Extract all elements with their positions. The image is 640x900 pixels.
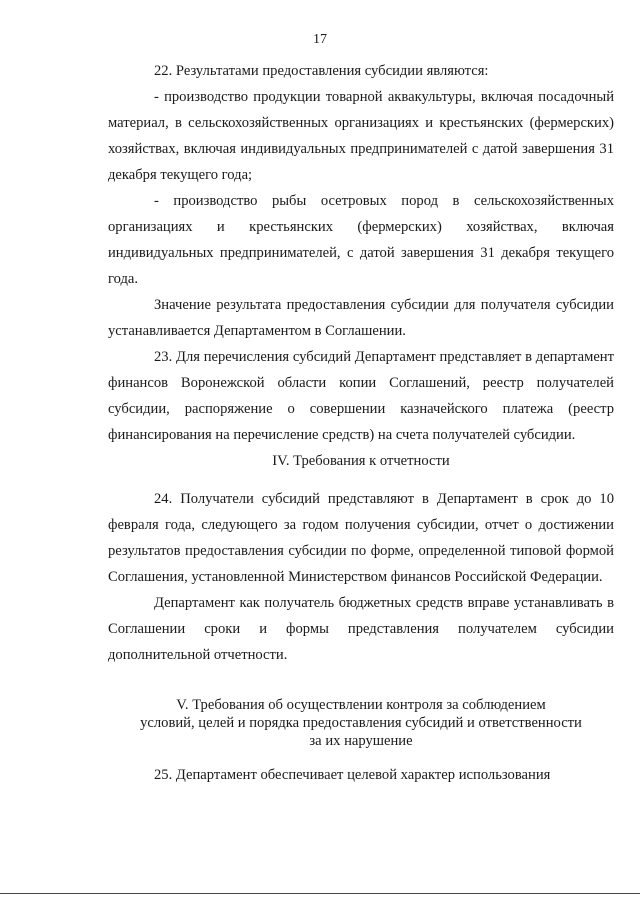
section-5-title bbox=[108, 696, 614, 750]
paragraph-24: 24. Получатели субсидий представляют в Департамент в срок до 10 февраля года, следующего за годом получения субсидии, отчет о достижении результатов предоставления субсидии по форме, определенной типовой формой Соглашения, установленной Министерством финансов Российской Федерации. bbox=[108, 491, 614, 585]
paragraph-22-item-2: - производство рыбы осетровых пород в сельскохозяйственных организациях и крестьянских (фермерских) хозяйствах, включая индивидуальных предпринимателей, с датой завершения 31 декабря текущего года. bbox=[108, 193, 614, 287]
paragraph-22-item-1: - производство продукции товарной аквакультуры, включая посадочный материал, в сельскохозяйственных организациях и крестьянских (фермерских) хозяйствах, включая индивидуальных предпринимателей с датой завершения 31 декабря текущего года; bbox=[108, 89, 614, 183]
section-5-title-line-3: за их нарушение bbox=[309, 733, 413, 749]
paragraph-24-department: Департамент как получатель бюджетных средств вправе устанавливать в Соглашении сроки и формы представления получателем субсидии дополнительной отчетности. bbox=[108, 595, 614, 663]
paragraph-25: 25. Департамент обеспечивает целевой характер использования bbox=[154, 767, 551, 783]
section-5-title-line-1: V. Требования об осуществлении контроля за соблюдением bbox=[176, 697, 546, 713]
paragraph-22-result-value: Значение результата предоставления субсидии для получателя субсидии устанавливается Департаментом в Соглашении. bbox=[108, 297, 614, 339]
document-body bbox=[108, 58, 614, 788]
section-5-title-line-2: условий, целей и порядка предоставления субсидий и ответственности bbox=[140, 715, 582, 731]
section-4-title: IV. Требования к отчетности bbox=[272, 453, 450, 469]
page-number: 17 bbox=[313, 32, 327, 47]
paragraph-23: 23. Для перечисления субсидий Департамент представляет в департамент финансов Воронежской области копии Соглашений, реестр получателей субсидии, распоряжение о совершении казначейского платежа (реестр финансирования на перечисление средств) на счета получателей субсидии. bbox=[108, 349, 614, 443]
scan-edge-line bbox=[0, 893, 640, 894]
paragraph-22: 22. Результатами предоставления субсидии являются: bbox=[154, 63, 489, 79]
